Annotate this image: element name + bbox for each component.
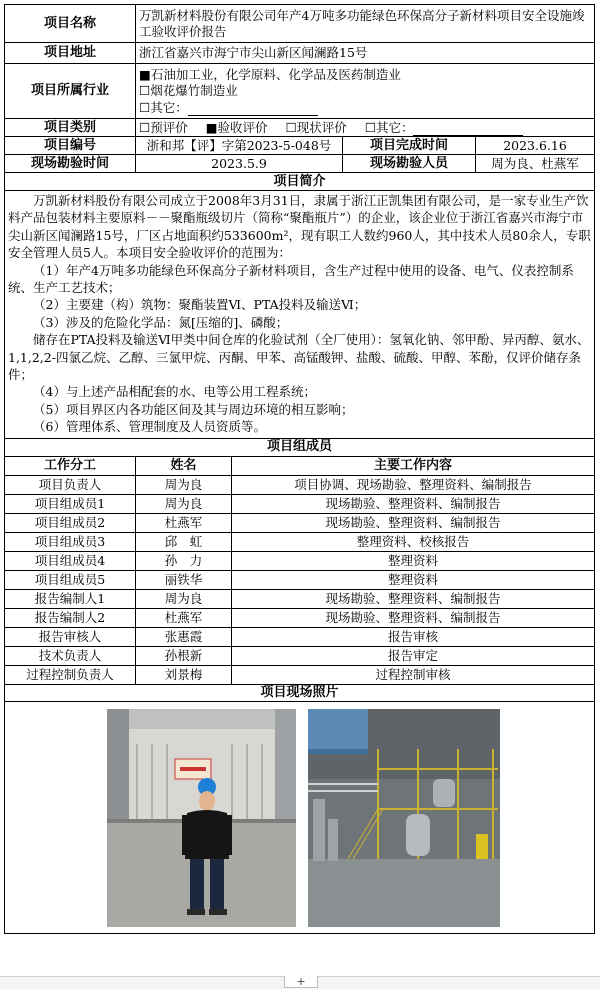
intro-paragraph: （3）涉及的危险化学品：氮[压缩的]、磷酸； [33, 314, 289, 330]
project-complete-label: 项目完成时间 [343, 137, 476, 155]
table-row: 过程控制负责人 刘景梅 过程控制审核 [5, 665, 595, 684]
type-option-other[interactable]: ☐其它： [364, 120, 414, 135]
table-row: 报告编制人2 杜燕军 现场勘验、整理资料、编制报告 [5, 608, 595, 627]
table-row: 项目组成员2 杜燕军 现场勘验、整理资料、编制报告 [5, 513, 595, 532]
project-name: 万凯新材料股份有限公司年产4万吨多功能绿色环保高分子新材料项目安全设施竣工验收评价报告 [136, 5, 595, 43]
intro-paragraph: 万凯新材料股份有限公司成立于2008年3月31日，隶属于浙江正凯集团有限公司，是一家专业生产饮料产品包装材料主要原料－－聚酯瓶级切片（简称“聚酯瓶片”）的企业，该企业位于浙江省嘉兴市海宁市尖山新区闻澜路15号，厂区占地面积约533600m²，现有职工人数约960人，其中技术人员80余人，专职安全管理人员5人。本项目安全验收评价的范围为： [8, 193, 591, 261]
table-row: 项目组成员5 丽铁华 整理资料 [5, 570, 595, 589]
members-header-role: 工作分工 [5, 456, 136, 475]
blank-line [413, 119, 523, 136]
survey-staff: 周为良、杜燕军 [476, 155, 595, 173]
type-option-pre[interactable]: ☐预评价 [139, 120, 188, 135]
industry-option-other[interactable]: ☐其它： [139, 99, 591, 116]
project-number-label: 项目编号 [5, 137, 136, 155]
checkbox-checked-icon: ■ [139, 66, 151, 82]
intro-title: 项目简介 [5, 173, 595, 191]
site-photo-person [107, 709, 296, 927]
site-photo-plant [308, 709, 500, 927]
survey-time-label: 现场勘验时间 [5, 155, 136, 173]
checkbox-empty-icon: ☐ [139, 99, 151, 115]
project-industry-options [136, 64, 595, 119]
table-row: 技术负责人 孙根新 报告审定 [5, 646, 595, 665]
checkbox-empty-icon: ☐ [139, 120, 151, 135]
table-row: 项目组成员4 孙 力 整理资料 [5, 551, 595, 570]
table-row: 报告编制人1 周为良 现场勘验、整理资料、编制报告 [5, 589, 595, 608]
project-address: 浙江省嘉兴市海宁市尖山新区闻澜路15号 [136, 43, 595, 64]
intro-body [5, 191, 595, 439]
checkbox-empty-icon: ☐ [364, 120, 376, 135]
intro-paragraph: （6）管理体系、管理制度及人员资质等。 [33, 419, 266, 435]
project-type-label: 项目类别 [5, 119, 136, 137]
members-title: 项目组成员 [5, 438, 595, 456]
evaluation-report-table [4, 4, 595, 934]
industry-option-chemical[interactable]: ■石油加工业，化学原料、化学品及医药制造业 [139, 66, 401, 82]
survey-time: 2023.5.9 [136, 155, 343, 173]
intro-paragraph: （2）主要建（构）筑物：聚酯装置Ⅵ、PTA投料及输送Ⅵ； [33, 297, 367, 313]
checkbox-empty-icon: ☐ [139, 82, 151, 98]
table-row: 项目负责人 周为良 项目协调、现场勘验、整理资料、编制报告 [5, 475, 595, 494]
table-row: 项目组成员1 周为良 现场勘验、整理资料、编制报告 [5, 494, 595, 513]
project-address-label: 项目地址 [5, 43, 136, 64]
checkbox-checked-icon: ■ [205, 120, 218, 135]
type-option-status[interactable]: ☐现状评价 [285, 120, 347, 135]
blank-line [188, 99, 318, 116]
project-complete-date: 2023.6.16 [476, 137, 595, 155]
intro-paragraph: 储存在PTA投料及输送Ⅵ甲类中间仓库的化验试剂（全厂使用）：氢氧化钠、邻甲酚、异丙醇、氨水、1,1,2,2-四氯乙烷、乙醇、三氯甲烷、丙酮、甲苯、高锰酸钾、盐酸、硫酸、甲醇、苯酚，仅评价储存条件； [8, 332, 590, 383]
intro-paragraph: （5）项目界区内各功能区间及其与周边环境的相互影响； [33, 401, 354, 417]
project-type-options [136, 119, 595, 137]
type-option-acceptance[interactable]: ■验收评价 [205, 120, 268, 135]
table-row: 报告审核人 张惠霞 报告审核 [5, 627, 595, 646]
intro-paragraph: （1）年产4万吨多功能绿色环保高分子新材料项目，含生产过程中使用的设备、电气、仪表控制系统、生产工艺技术； [8, 262, 574, 296]
survey-staff-label: 现场勘验人员 [343, 155, 476, 173]
photos-title: 项目现场照片 [5, 684, 595, 701]
project-industry-label: 项目所属行业 [5, 64, 136, 119]
add-table-row-button[interactable] [284, 976, 318, 988]
project-number: 浙和邦【评】字第2023-5-048号 [136, 137, 343, 155]
intro-paragraph: （4）与上述产品相配套的水、电等公用工程系统； [33, 384, 316, 400]
members-header-name: 姓名 [136, 456, 232, 475]
table-row: 项目组成员3 邱 虹 整理资料、校核报告 [5, 532, 595, 551]
project-name-label: 项目名称 [5, 5, 136, 43]
photos-area [5, 701, 595, 933]
plus-icon: + [296, 975, 306, 988]
industry-option-fireworks[interactable]: ☐烟花爆竹制造业 [139, 82, 238, 98]
members-header-work: 主要工作内容 [232, 456, 595, 475]
checkbox-empty-icon: ☐ [285, 120, 297, 135]
